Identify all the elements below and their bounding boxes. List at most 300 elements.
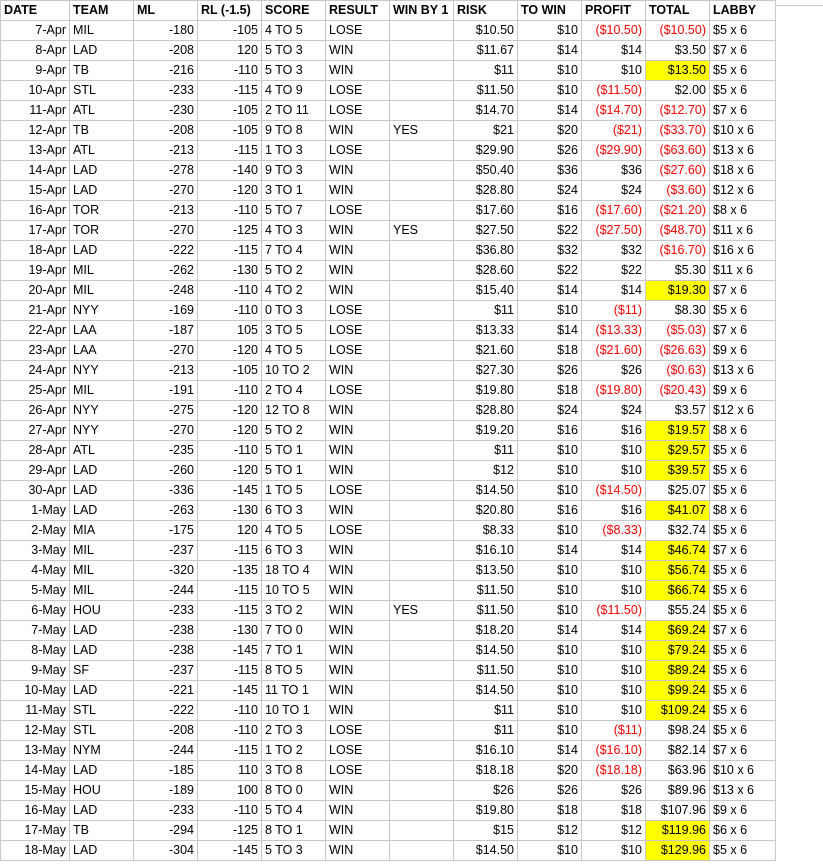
cell-score[interactable]: 5 TO 1 <box>262 461 326 481</box>
cell-profit[interactable]: ($18.18) <box>582 761 646 781</box>
cell-labby[interactable]: $9 x 6 <box>710 801 776 821</box>
cell-result[interactable]: WIN <box>326 661 390 681</box>
cell-total[interactable]: $5.30 <box>646 261 710 281</box>
cell-ml[interactable]: -213 <box>134 141 198 161</box>
cell-score[interactable]: 2 TO 11 <box>262 101 326 121</box>
cell-date[interactable]: 14-May <box>1 761 70 781</box>
cell-risk[interactable]: $19.20 <box>454 421 518 441</box>
cell-team[interactable]: LAD <box>70 461 134 481</box>
cell-total[interactable]: ($12.70) <box>646 101 710 121</box>
cell-date[interactable]: 16-May <box>1 801 70 821</box>
cell-team[interactable]: LAD <box>70 801 134 821</box>
cell-labby[interactable]: $16 x 6 <box>710 241 776 261</box>
cell-team[interactable]: NYY <box>70 361 134 381</box>
cell-to-win[interactable]: $24 <box>518 401 582 421</box>
cell-to-win[interactable]: $22 <box>518 261 582 281</box>
cell-rl[interactable]: 100 <box>198 781 262 801</box>
cell-win-by-1[interactable] <box>390 261 454 281</box>
cell-labby[interactable]: $5 x 6 <box>710 481 776 501</box>
cell-risk[interactable]: $26 <box>454 781 518 801</box>
cell-risk[interactable]: $50.40 <box>454 161 518 181</box>
cell-team[interactable]: ATL <box>70 441 134 461</box>
cell-win-by-1[interactable]: YES <box>390 601 454 621</box>
cell-profit[interactable]: $26 <box>582 781 646 801</box>
cell-rl[interactable]: -130 <box>198 621 262 641</box>
cell-total[interactable]: $89.96 <box>646 781 710 801</box>
cell-labby[interactable]: $7 x 6 <box>710 41 776 61</box>
cell-rl[interactable]: -110 <box>198 61 262 81</box>
cell-total[interactable]: $55.24 <box>646 601 710 621</box>
cell-date[interactable]: 21-Apr <box>1 301 70 321</box>
cell-team[interactable]: MIA <box>70 521 134 541</box>
cell-date[interactable]: 16-Apr <box>1 201 70 221</box>
cell-labby[interactable]: $5 x 6 <box>710 461 776 481</box>
cell-score[interactable]: 5 TO 3 <box>262 41 326 61</box>
cell-labby[interactable]: $5 x 6 <box>710 521 776 541</box>
cell-ml[interactable]: -304 <box>134 841 198 861</box>
cell-to-win[interactable]: $20 <box>518 761 582 781</box>
cell-result[interactable]: WIN <box>326 121 390 141</box>
cell-labby[interactable]: $5 x 6 <box>710 721 776 741</box>
cell-rl[interactable]: 105 <box>198 321 262 341</box>
cell-ml[interactable]: -189 <box>134 781 198 801</box>
cell-team[interactable]: NYY <box>70 401 134 421</box>
cell-ml[interactable]: -208 <box>134 41 198 61</box>
cell-win-by-1[interactable] <box>390 41 454 61</box>
cell-rl[interactable]: -110 <box>198 381 262 401</box>
cell-labby[interactable]: $5 x 6 <box>710 21 776 41</box>
cell-date[interactable]: 8-May <box>1 641 70 661</box>
cell-score[interactable]: 4 TO 3 <box>262 221 326 241</box>
cell-total[interactable]: $2.00 <box>646 81 710 101</box>
cell-rl[interactable]: -115 <box>198 741 262 761</box>
cell-to-win[interactable]: $14 <box>518 621 582 641</box>
cell-date[interactable]: 23-Apr <box>1 341 70 361</box>
header-to-win[interactable]: TO WIN <box>518 1 582 21</box>
cell-ml[interactable]: -270 <box>134 181 198 201</box>
cell-rl[interactable]: -120 <box>198 341 262 361</box>
cell-date[interactable]: 22-Apr <box>1 321 70 341</box>
cell-to-win[interactable]: $24 <box>518 181 582 201</box>
cell-labby[interactable]: $5 x 6 <box>710 661 776 681</box>
cell-labby[interactable]: $9 x 6 <box>710 341 776 361</box>
cell-total[interactable]: $129.96 <box>646 841 710 861</box>
cell-team[interactable]: LAD <box>70 481 134 501</box>
cell-total[interactable]: $79.24 <box>646 641 710 661</box>
cell-risk[interactable]: $11 <box>454 441 518 461</box>
cell-profit[interactable]: $10 <box>582 461 646 481</box>
cell-to-win[interactable]: $16 <box>518 421 582 441</box>
cell-profit[interactable]: ($16.10) <box>582 741 646 761</box>
cell-total[interactable]: $99.24 <box>646 681 710 701</box>
cell-date[interactable]: 12-Apr <box>1 121 70 141</box>
cell-win-by-1[interactable] <box>390 241 454 261</box>
header-team[interactable]: TEAM <box>70 1 134 21</box>
cell-date[interactable]: 7-Apr <box>1 21 70 41</box>
cell-team[interactable]: LAD <box>70 621 134 641</box>
cell-date[interactable]: 17-May <box>1 821 70 841</box>
cell-result[interactable]: LOSE <box>326 341 390 361</box>
cell-date[interactable]: 15-Apr <box>1 181 70 201</box>
cell-to-win[interactable]: $10 <box>518 61 582 81</box>
cell-team[interactable]: NYY <box>70 301 134 321</box>
cell-date[interactable]: 4-May <box>1 561 70 581</box>
cell-ml[interactable]: -336 <box>134 481 198 501</box>
cell-date[interactable]: 28-Apr <box>1 441 70 461</box>
cell-rl[interactable]: -115 <box>198 81 262 101</box>
cell-rl[interactable]: -145 <box>198 681 262 701</box>
cell-to-win[interactable]: $16 <box>518 501 582 521</box>
cell-win-by-1[interactable] <box>390 341 454 361</box>
cell-risk[interactable]: $18.18 <box>454 761 518 781</box>
cell-ml[interactable]: -320 <box>134 561 198 581</box>
cell-risk[interactable]: $28.80 <box>454 401 518 421</box>
cell-labby[interactable]: $5 x 6 <box>710 81 776 101</box>
cell-ml[interactable]: -237 <box>134 541 198 561</box>
cell-team[interactable]: LAD <box>70 501 134 521</box>
cell-win-by-1[interactable] <box>390 181 454 201</box>
cell-risk[interactable]: $19.80 <box>454 381 518 401</box>
cell-rl[interactable]: -105 <box>198 101 262 121</box>
cell-labby[interactable]: $12 x 6 <box>710 181 776 201</box>
cell-to-win[interactable]: $18 <box>518 341 582 361</box>
cell-date[interactable]: 15-May <box>1 781 70 801</box>
cell-result[interactable]: LOSE <box>326 721 390 741</box>
cell-ml[interactable]: -180 <box>134 21 198 41</box>
cell-win-by-1[interactable] <box>390 381 454 401</box>
cell-total[interactable]: ($16.70) <box>646 241 710 261</box>
cell-win-by-1[interactable] <box>390 541 454 561</box>
cell-win-by-1[interactable] <box>390 101 454 121</box>
cell-to-win[interactable]: $10 <box>518 301 582 321</box>
cell-to-win[interactable]: $10 <box>518 841 582 861</box>
cell-risk[interactable]: $11.67 <box>454 41 518 61</box>
cell-win-by-1[interactable] <box>390 201 454 221</box>
cell-result[interactable]: WIN <box>326 421 390 441</box>
cell-win-by-1[interactable] <box>390 141 454 161</box>
cell-total[interactable]: ($20.43) <box>646 381 710 401</box>
cell-team[interactable]: MIL <box>70 381 134 401</box>
cell-labby[interactable]: $7 x 6 <box>710 621 776 641</box>
cell-win-by-1[interactable] <box>390 21 454 41</box>
cell-rl[interactable]: -115 <box>198 241 262 261</box>
cell-profit[interactable]: ($21) <box>582 121 646 141</box>
cell-rl[interactable]: -115 <box>198 541 262 561</box>
cell-result[interactable]: LOSE <box>326 381 390 401</box>
cell-result[interactable]: LOSE <box>326 201 390 221</box>
cell-date[interactable]: 10-Apr <box>1 81 70 101</box>
cell-score[interactable]: 8 TO 0 <box>262 781 326 801</box>
cell-team[interactable]: STL <box>70 721 134 741</box>
cell-date[interactable]: 13-Apr <box>1 141 70 161</box>
cell-date[interactable]: 3-May <box>1 541 70 561</box>
cell-date[interactable]: 10-May <box>1 681 70 701</box>
cell-ml[interactable]: -263 <box>134 501 198 521</box>
cell-ml[interactable]: -262 <box>134 261 198 281</box>
cell-score[interactable]: 8 TO 1 <box>262 821 326 841</box>
cell-total[interactable]: $107.96 <box>646 801 710 821</box>
cell-total[interactable]: $13.50 <box>646 61 710 81</box>
cell-result[interactable]: LOSE <box>326 741 390 761</box>
cell-risk[interactable]: $10.50 <box>454 21 518 41</box>
cell-to-win[interactable]: $10 <box>518 721 582 741</box>
cell-profit[interactable]: $10 <box>582 61 646 81</box>
cell-win-by-1[interactable] <box>390 501 454 521</box>
cell-profit[interactable]: $22 <box>582 261 646 281</box>
cell-labby[interactable]: $13 x 6 <box>710 361 776 381</box>
cell-score[interactable]: 0 TO 3 <box>262 301 326 321</box>
cell-risk[interactable]: $16.10 <box>454 741 518 761</box>
cell-ml[interactable]: -248 <box>134 281 198 301</box>
cell-profit[interactable]: $14 <box>582 541 646 561</box>
cell-ml[interactable]: -185 <box>134 761 198 781</box>
cell-score[interactable]: 7 TO 4 <box>262 241 326 261</box>
cell-labby[interactable]: $7 x 6 <box>710 281 776 301</box>
cell-team[interactable]: TB <box>70 121 134 141</box>
cell-score[interactable]: 7 TO 1 <box>262 641 326 661</box>
cell-rl[interactable]: -120 <box>198 181 262 201</box>
cell-profit[interactable]: ($11) <box>582 721 646 741</box>
cell-profit[interactable]: $14 <box>582 621 646 641</box>
cell-rl[interactable]: -120 <box>198 421 262 441</box>
cell-risk[interactable]: $29.90 <box>454 141 518 161</box>
cell-date[interactable]: 18-Apr <box>1 241 70 261</box>
cell-rl[interactable]: -105 <box>198 121 262 141</box>
cell-profit[interactable]: $16 <box>582 501 646 521</box>
cell-ml[interactable]: -294 <box>134 821 198 841</box>
cell-risk[interactable]: $19.80 <box>454 801 518 821</box>
cell-risk[interactable]: $11 <box>454 301 518 321</box>
cell-rl[interactable]: -110 <box>198 801 262 821</box>
cell-profit[interactable]: ($29.90) <box>582 141 646 161</box>
cell-total[interactable]: ($48.70) <box>646 221 710 241</box>
cell-win-by-1[interactable] <box>390 461 454 481</box>
cell-risk[interactable]: $11 <box>454 701 518 721</box>
cell-to-win[interactable]: $10 <box>518 681 582 701</box>
cell-to-win[interactable]: $14 <box>518 541 582 561</box>
cell-rl[interactable]: -130 <box>198 261 262 281</box>
cell-team[interactable]: LAD <box>70 41 134 61</box>
cell-score[interactable]: 10 TO 2 <box>262 361 326 381</box>
cell-team[interactable]: LAD <box>70 181 134 201</box>
cell-profit[interactable]: ($27.50) <box>582 221 646 241</box>
cell-date[interactable]: 9-Apr <box>1 61 70 81</box>
cell-profit[interactable]: $36 <box>582 161 646 181</box>
cell-score[interactable]: 2 TO 3 <box>262 721 326 741</box>
cell-result[interactable]: WIN <box>326 601 390 621</box>
cell-score[interactable]: 1 TO 2 <box>262 741 326 761</box>
cell-team[interactable]: LAD <box>70 641 134 661</box>
cell-win-by-1[interactable]: YES <box>390 221 454 241</box>
cell-to-win[interactable]: $18 <box>518 801 582 821</box>
cell-win-by-1[interactable] <box>390 561 454 581</box>
cell-date[interactable]: 13-May <box>1 741 70 761</box>
header-win-by-1[interactable]: WIN BY 1 <box>390 1 454 21</box>
cell-result[interactable]: WIN <box>326 501 390 521</box>
cell-team[interactable]: SF <box>70 661 134 681</box>
cell-risk[interactable]: $11.50 <box>454 601 518 621</box>
cell-team[interactable]: LAD <box>70 241 134 261</box>
cell-date[interactable]: 30-Apr <box>1 481 70 501</box>
cell-win-by-1[interactable] <box>390 641 454 661</box>
cell-labby[interactable]: $7 x 6 <box>710 321 776 341</box>
cell-profit[interactable]: ($19.80) <box>582 381 646 401</box>
cell-result[interactable]: LOSE <box>326 101 390 121</box>
cell-labby[interactable]: $10 x 6 <box>710 761 776 781</box>
header-profit[interactable]: PROFIT <box>582 1 646 21</box>
cell-date[interactable]: 24-Apr <box>1 361 70 381</box>
cell-labby[interactable]: $8 x 6 <box>710 501 776 521</box>
cell-team[interactable]: LAD <box>70 841 134 861</box>
cell-score[interactable]: 1 TO 5 <box>262 481 326 501</box>
cell-profit[interactable]: $32 <box>582 241 646 261</box>
cell-risk[interactable]: $27.50 <box>454 221 518 241</box>
header-risk[interactable]: RISK <box>454 1 518 21</box>
cell-rl[interactable]: -145 <box>198 841 262 861</box>
cell-rl[interactable]: -115 <box>198 661 262 681</box>
cell-profit[interactable]: $10 <box>582 441 646 461</box>
cell-labby[interactable]: $7 x 6 <box>710 541 776 561</box>
cell-to-win[interactable]: $22 <box>518 221 582 241</box>
cell-labby[interactable]: $6 x 6 <box>710 821 776 841</box>
cell-win-by-1[interactable] <box>390 321 454 341</box>
cell-profit[interactable]: $24 <box>582 401 646 421</box>
cell-ml[interactable]: -233 <box>134 801 198 821</box>
cell-ml[interactable]: -237 <box>134 661 198 681</box>
cell-win-by-1[interactable] <box>390 661 454 681</box>
cell-rl[interactable]: -120 <box>198 401 262 421</box>
cell-ml[interactable]: -260 <box>134 461 198 481</box>
cell-score[interactable]: 18 TO 4 <box>262 561 326 581</box>
cell-total[interactable]: $98.24 <box>646 721 710 741</box>
cell-profit[interactable]: $14 <box>582 41 646 61</box>
cell-labby[interactable]: $18 x 6 <box>710 161 776 181</box>
cell-ml[interactable]: -270 <box>134 341 198 361</box>
cell-rl[interactable]: -110 <box>198 441 262 461</box>
cell-profit[interactable]: $10 <box>582 841 646 861</box>
cell-total[interactable]: $25.07 <box>646 481 710 501</box>
cell-date[interactable]: 25-Apr <box>1 381 70 401</box>
cell-labby[interactable]: $5 x 6 <box>710 441 776 461</box>
cell-team[interactable]: LAD <box>70 161 134 181</box>
cell-profit[interactable]: $16 <box>582 421 646 441</box>
cell-score[interactable]: 6 TO 3 <box>262 541 326 561</box>
cell-result[interactable]: WIN <box>326 701 390 721</box>
cell-team[interactable]: STL <box>70 701 134 721</box>
cell-date[interactable]: 8-Apr <box>1 41 70 61</box>
cell-to-win[interactable]: $26 <box>518 781 582 801</box>
header-rl[interactable]: RL (-1.5) <box>198 1 262 21</box>
cell-score[interactable]: 11 TO 1 <box>262 681 326 701</box>
cell-ml[interactable]: -275 <box>134 401 198 421</box>
cell-labby[interactable]: $8 x 6 <box>710 421 776 441</box>
cell-to-win[interactable]: $10 <box>518 81 582 101</box>
cell-profit[interactable]: $10 <box>582 581 646 601</box>
cell-total[interactable]: $8.30 <box>646 301 710 321</box>
cell-result[interactable]: WIN <box>326 401 390 421</box>
cell-date[interactable]: 1-May <box>1 501 70 521</box>
cell-profit[interactable]: ($17.60) <box>582 201 646 221</box>
cell-rl[interactable]: -105 <box>198 21 262 41</box>
cell-to-win[interactable]: $10 <box>518 21 582 41</box>
cell-result[interactable]: WIN <box>326 781 390 801</box>
cell-profit[interactable]: ($14.50) <box>582 481 646 501</box>
cell-result[interactable]: WIN <box>326 61 390 81</box>
cell-labby[interactable]: $13 x 6 <box>710 141 776 161</box>
cell-result[interactable]: WIN <box>326 841 390 861</box>
cell-result[interactable]: WIN <box>326 581 390 601</box>
cell-total[interactable]: $3.57 <box>646 401 710 421</box>
cell-result[interactable]: WIN <box>326 681 390 701</box>
cell-total[interactable]: $46.74 <box>646 541 710 561</box>
cell-win-by-1[interactable] <box>390 81 454 101</box>
cell-labby[interactable]: $12 x 6 <box>710 401 776 421</box>
cell-total[interactable]: ($0.63) <box>646 361 710 381</box>
cell-ml[interactable]: -169 <box>134 301 198 321</box>
cell-ml[interactable]: -208 <box>134 121 198 141</box>
cell-team[interactable]: MIL <box>70 581 134 601</box>
header-labby[interactable]: LABBY <box>710 1 776 21</box>
cell-ml[interactable]: -233 <box>134 81 198 101</box>
cell-to-win[interactable]: $10 <box>518 701 582 721</box>
cell-total[interactable]: ($33.70) <box>646 121 710 141</box>
cell-labby[interactable]: $11 x 6 <box>710 261 776 281</box>
cell-labby[interactable]: $5 x 6 <box>710 561 776 581</box>
cell-profit[interactable]: ($10.50) <box>582 21 646 41</box>
cell-risk[interactable]: $18.20 <box>454 621 518 641</box>
cell-score[interactable]: 4 TO 5 <box>262 21 326 41</box>
cell-to-win[interactable]: $10 <box>518 441 582 461</box>
cell-team[interactable]: MIL <box>70 261 134 281</box>
cell-rl[interactable]: -125 <box>198 821 262 841</box>
cell-score[interactable]: 5 TO 2 <box>262 421 326 441</box>
cell-win-by-1[interactable] <box>390 621 454 641</box>
cell-score[interactable]: 3 TO 5 <box>262 321 326 341</box>
cell-profit[interactable]: ($14.70) <box>582 101 646 121</box>
cell-to-win[interactable]: $14 <box>518 281 582 301</box>
cell-rl[interactable]: -135 <box>198 561 262 581</box>
cell-profit[interactable]: $18 <box>582 801 646 821</box>
cell-risk[interactable]: $13.50 <box>454 561 518 581</box>
cell-result[interactable]: WIN <box>326 541 390 561</box>
cell-win-by-1[interactable] <box>390 581 454 601</box>
cell-profit[interactable]: $26 <box>582 361 646 381</box>
header-date[interactable]: DATE <box>1 1 70 21</box>
header-score[interactable]: SCORE <box>262 1 326 21</box>
cell-risk[interactable]: $36.80 <box>454 241 518 261</box>
cell-profit[interactable]: $14 <box>582 281 646 301</box>
cell-win-by-1[interactable] <box>390 61 454 81</box>
cell-win-by-1[interactable] <box>390 401 454 421</box>
cell-profit[interactable]: ($11.50) <box>582 81 646 101</box>
cell-to-win[interactable]: $10 <box>518 461 582 481</box>
cell-to-win[interactable]: $36 <box>518 161 582 181</box>
cell-result[interactable]: WIN <box>326 821 390 841</box>
cell-total[interactable]: $29.57 <box>646 441 710 461</box>
cell-date[interactable]: 14-Apr <box>1 161 70 181</box>
cell-to-win[interactable]: $18 <box>518 381 582 401</box>
cell-result[interactable]: LOSE <box>326 21 390 41</box>
cell-team[interactable]: MIL <box>70 561 134 581</box>
cell-date[interactable]: 6-May <box>1 601 70 621</box>
cell-result[interactable]: LOSE <box>326 301 390 321</box>
cell-score[interactable]: 4 TO 9 <box>262 81 326 101</box>
cell-team[interactable]: NYM <box>70 741 134 761</box>
cell-ml[interactable]: -233 <box>134 601 198 621</box>
cell-total[interactable]: $32.74 <box>646 521 710 541</box>
cell-win-by-1[interactable] <box>390 761 454 781</box>
cell-date[interactable]: 20-Apr <box>1 281 70 301</box>
